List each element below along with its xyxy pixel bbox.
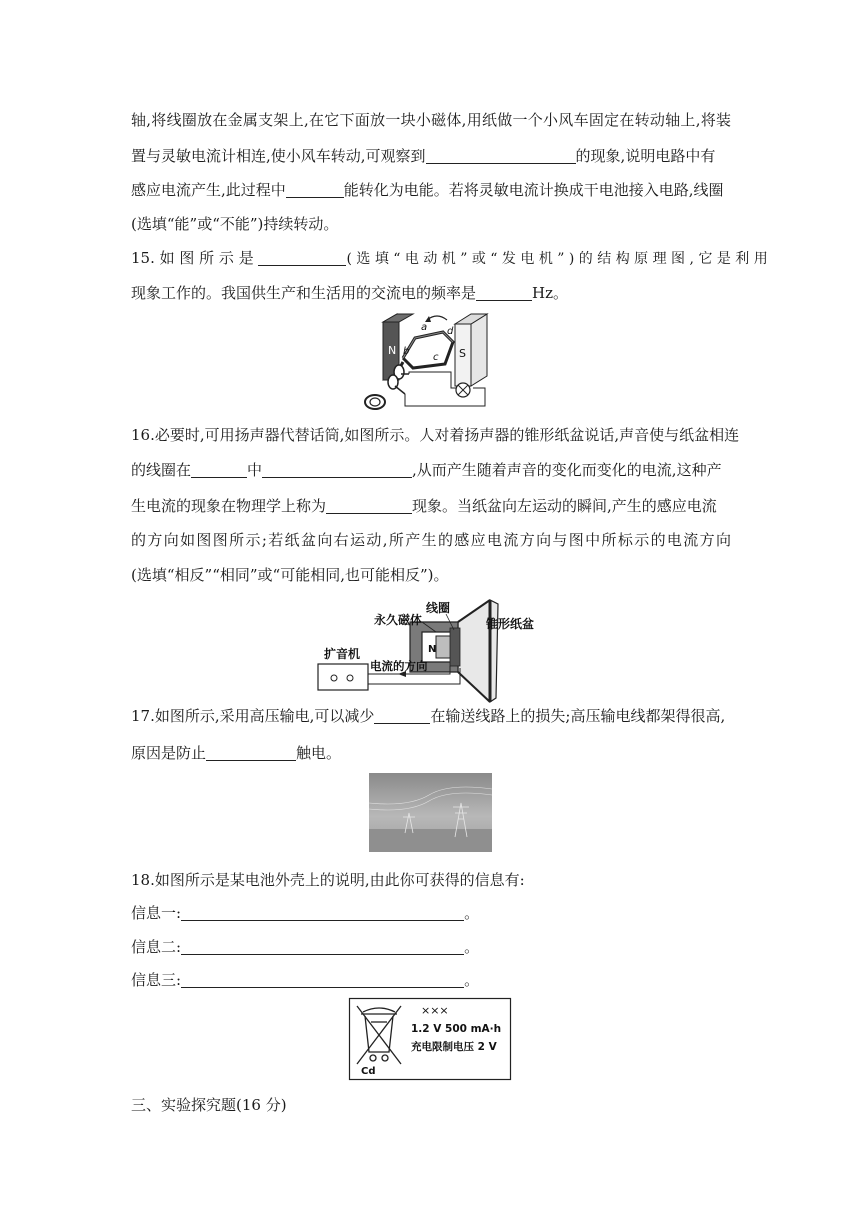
q14-blank-2[interactable] xyxy=(286,182,344,198)
cone-label: 锥形纸盆 xyxy=(486,617,535,631)
current-direction-label: 电流的方向 xyxy=(370,659,428,673)
power-line-photo xyxy=(369,773,492,852)
coil-label-a: a xyxy=(421,322,428,333)
south-pole-label: S xyxy=(459,347,466,360)
q16-line-5: (选填“相反”“相同”或“可能相同,也可能相反”)。 xyxy=(131,566,449,584)
q15-line-2: 现象工作的。我国供生产和生活用的交流电的频率是 Hz。 xyxy=(131,284,568,302)
cadmium-label: Cd xyxy=(361,1066,376,1077)
q18-info-1: 信息一: 。 xyxy=(131,904,480,922)
amplifier-box xyxy=(318,664,368,690)
battery-brand: ××× xyxy=(421,1004,449,1017)
q18-info-3: 信息三: 。 xyxy=(131,971,480,989)
q16-blank-2[interactable] xyxy=(262,462,412,478)
loudspeaker-figure xyxy=(310,598,535,703)
q17-line-1: 17.如图所示,采用高压输电,可以减少 在输送线路上的损失;高压输电线都架得很高, xyxy=(131,707,726,725)
magnet-label: 永久磁体 xyxy=(374,613,423,627)
battery-label-figure xyxy=(349,998,511,1080)
coil-label-c: c xyxy=(433,352,439,363)
q16-blank-3[interactable] xyxy=(326,498,412,514)
q17-line-2: 原因是防止 触电。 xyxy=(131,744,342,762)
amplifier-label: 扩音机 xyxy=(324,647,361,661)
q14-line-4: (选填“能”或“不能”)持续转动。 xyxy=(131,215,339,233)
q18-info-2: 信息二: 。 xyxy=(131,938,480,956)
coil-label: 线圈 xyxy=(426,601,451,615)
q17-blank-2[interactable] xyxy=(206,745,296,761)
q14-line-3: 感应电流产生,此过程中 能转化为电能。若将灵敏电流计换成干电池接入电路,线圈 xyxy=(131,181,724,199)
q18-blank-3[interactable] xyxy=(181,972,464,988)
q18-blank-2[interactable] xyxy=(181,939,464,955)
q14-line-2: 置与灵敏电流计相连,使小风车转动,可观察到 的现象,说明电路中有 xyxy=(131,147,716,165)
section-3-heading: 三、实验探究题(16 分) xyxy=(131,1096,287,1114)
q15-blank-2[interactable] xyxy=(476,285,532,301)
generator-figure xyxy=(355,310,515,415)
q16-blank-1[interactable] xyxy=(191,462,247,478)
north-pole-label: N xyxy=(428,644,437,655)
q15-line-1: 15. 如 图 所 示 是 ( 选 填 “ 电 动 机 ” 或 “ 发 电 机 ” ) 的 结 构 原 理 图 , 它 是 利 用 xyxy=(131,249,768,267)
north-pole-label: N xyxy=(388,344,397,357)
q16-line-2: 的线圈在 中 ,从而产生随着声音的变化而变化的电流,这种产 xyxy=(131,461,722,479)
battery-spec: 1.2 V 500 mA·h xyxy=(411,1023,502,1035)
q16-line-3: 生电流的现象在物理学上称为 现象。当纸盆向左运动的瞬间,产生的感应电流 xyxy=(131,497,717,515)
coil-label-b: b xyxy=(403,346,410,357)
q15-blank-1[interactable] xyxy=(258,250,346,266)
q16-line-1: 16.必要时,可用扬声器代替话筒,如图所示。人对着扬声器的锥形纸盆说话,声音使与纸盆相连 xyxy=(131,426,740,444)
q18-line-1: 18.如图所示是某电池外壳上的说明,由此你可获得的信息有: xyxy=(131,871,525,889)
q17-blank-1[interactable] xyxy=(374,708,430,724)
coil-label-d: d xyxy=(447,326,454,337)
q14-blank-1[interactable] xyxy=(426,148,576,164)
battery-limit: 充电限制电压 2 V xyxy=(411,1041,497,1053)
q18-blank-1[interactable] xyxy=(181,905,464,921)
q16-line-4: 的方向如图图所示;若纸盆向右运动,所产生的感应电流方向与图中所标示的电流方向 xyxy=(131,531,731,549)
q14-line-1: 轴,将线圈放在金属支架上,在它下面放一块小磁体,用纸做一个小风车固定在转动轴上,将装 xyxy=(131,111,731,129)
